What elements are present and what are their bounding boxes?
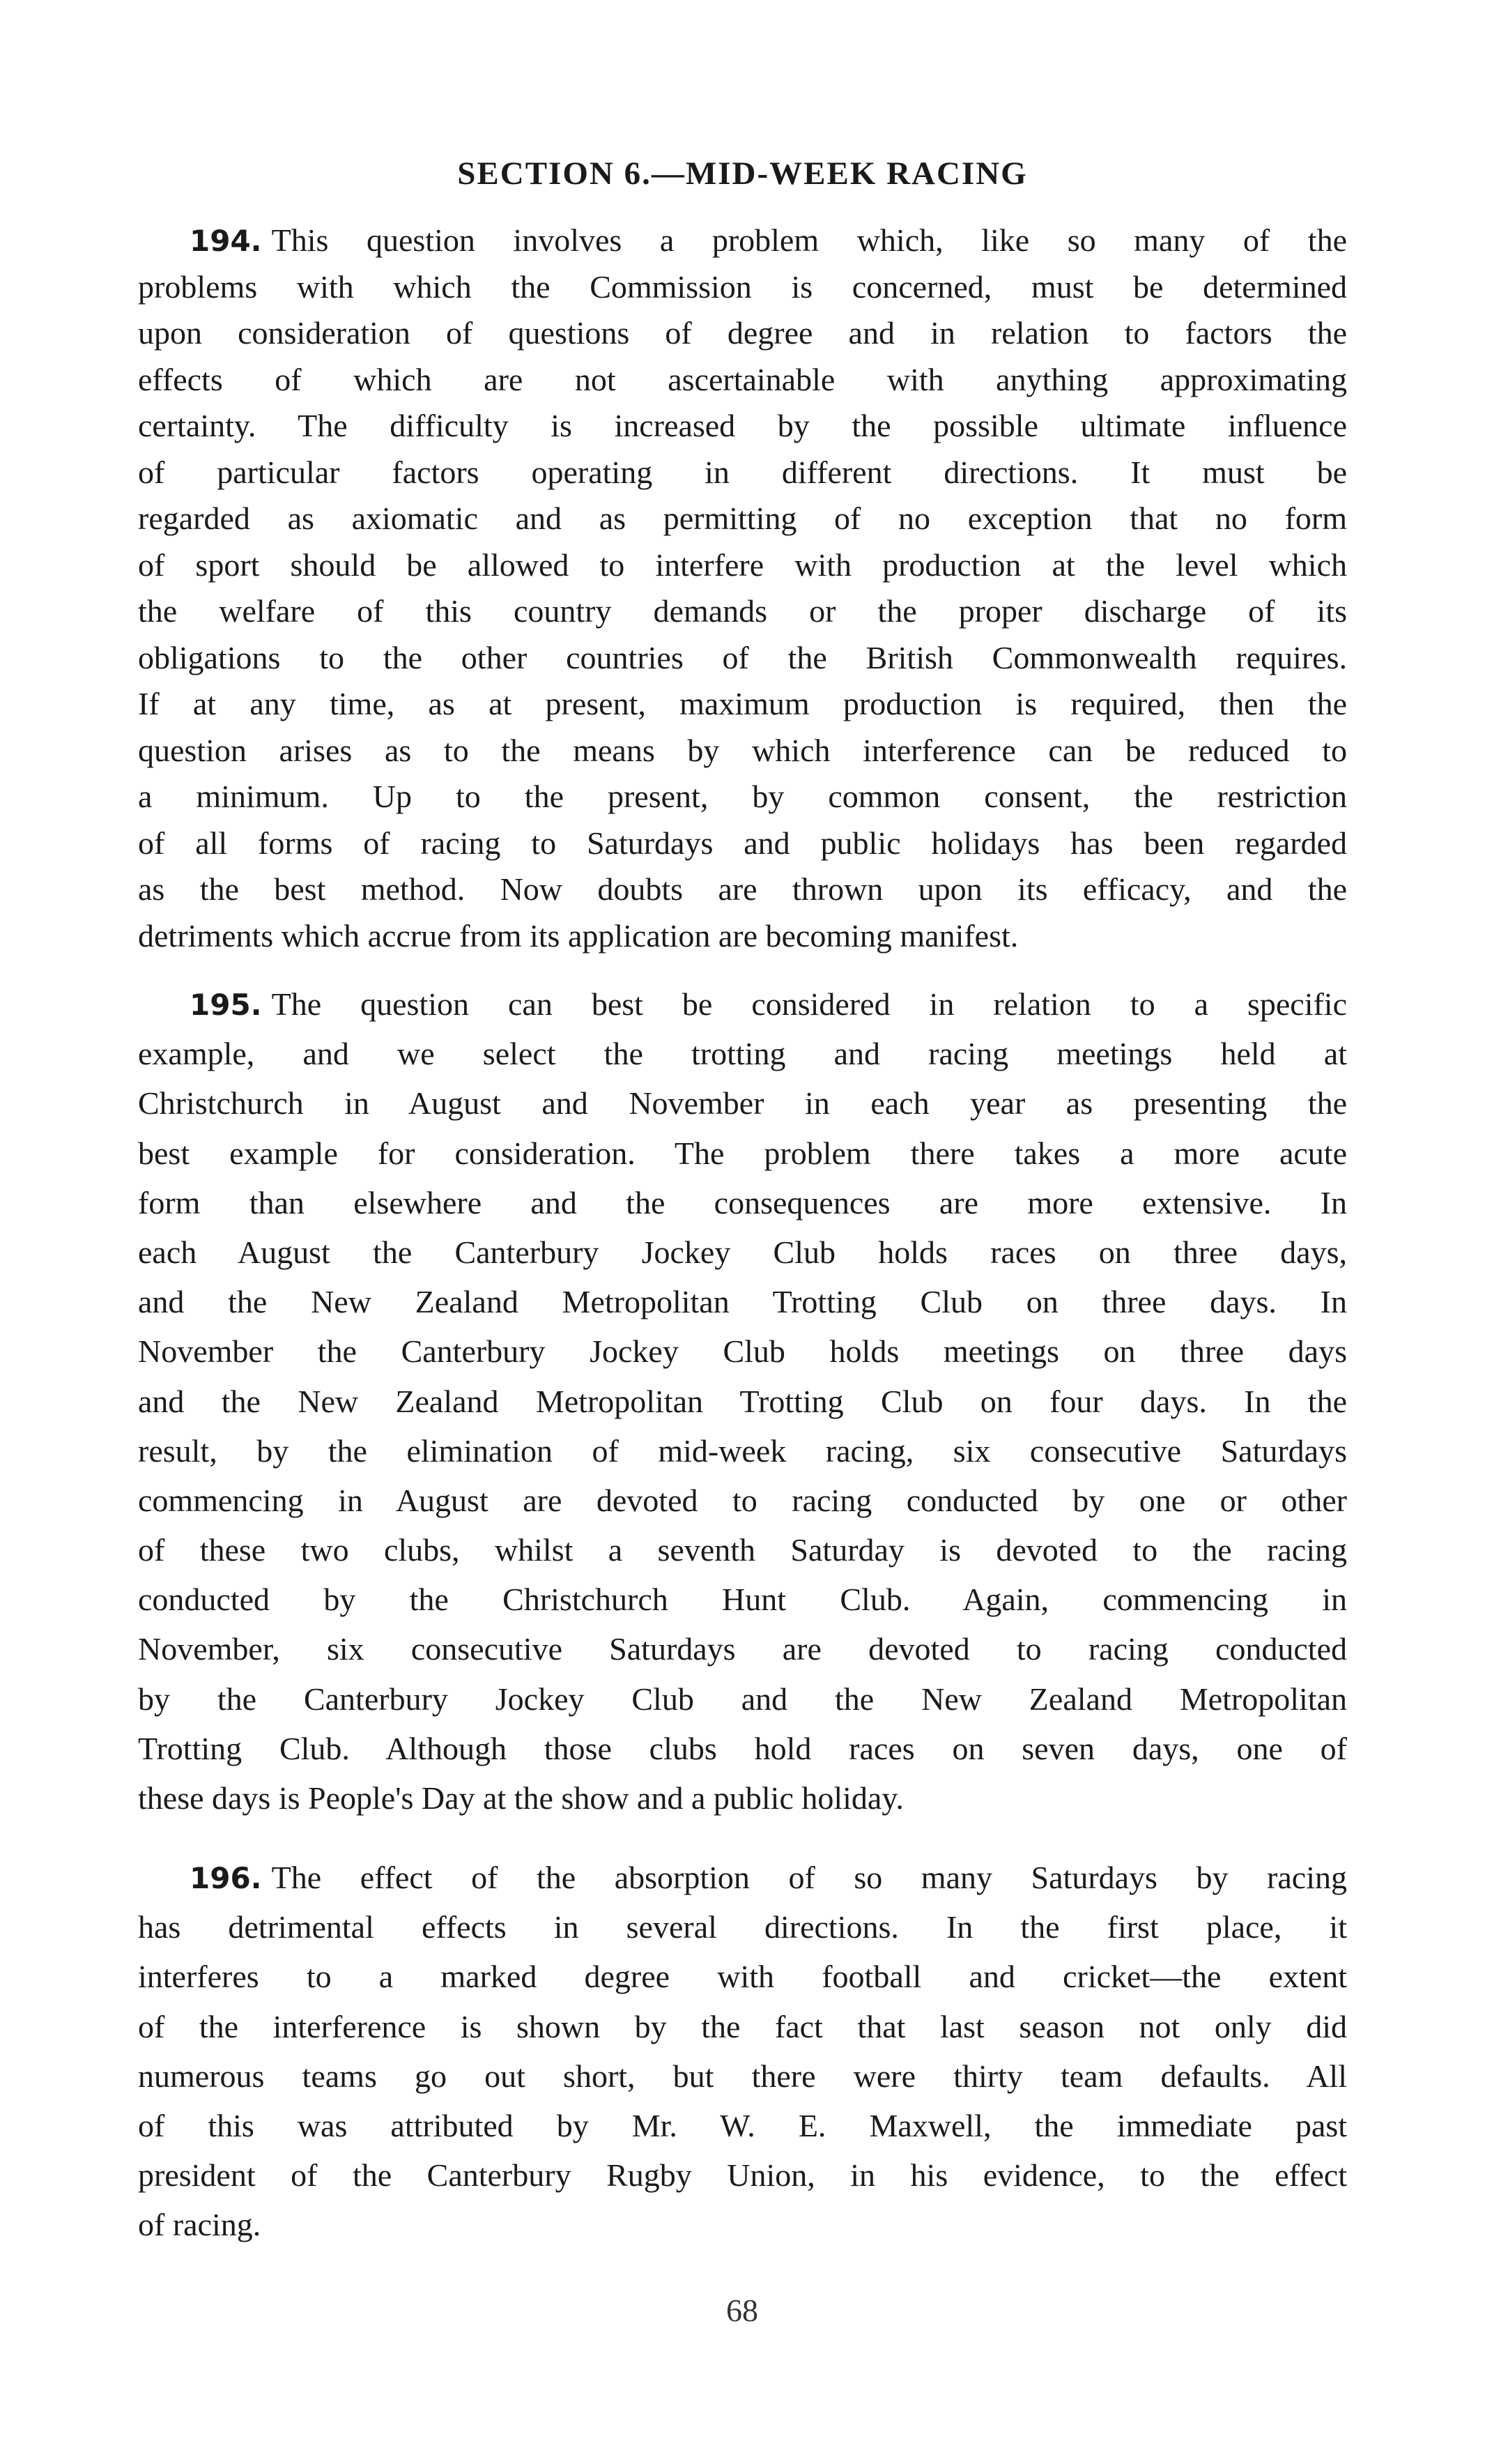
paragraph-number: 195.	[190, 988, 262, 1022]
paragraph-line: these days is People's Day at the show and a public holiday.	[138, 1780, 904, 1816]
paragraph-number: 194.	[190, 224, 262, 258]
paragraph-line: effects of which are not ascertainable with anything approximating	[138, 361, 1347, 397]
paragraph-line: obligations to the other countries of the British Commonwealth requires.	[138, 639, 1347, 675]
paragraph-line: result, by the elimination of mid-week racing, six consecutive Saturdays	[138, 1432, 1347, 1469]
paragraph-line: best example for consideration. The problem there takes a more acute	[138, 1135, 1347, 1171]
paragraph-line: November, six consecutive Saturdays are devoted to racing conducted	[138, 1631, 1347, 1667]
paragraph-line: Christchurch in August and November in each year as presenting the	[138, 1085, 1347, 1122]
paragraph-line: Trotting Club. Although those clubs hold races on seven days, one of	[138, 1730, 1347, 1766]
paragraph-line: If at any time, as at present, maximum production is required, then the	[138, 686, 1347, 721]
paragraph-line: of sport should be allowed to interfere with production at the level which	[138, 546, 1347, 583]
paragraph-line: 196. The effect of the absorption of so many Saturdays by racing	[190, 1860, 1347, 1895]
paragraph-line: form than elsewhere and the consequences are more extensive. In	[138, 1184, 1347, 1220]
paragraph-line: 195. The question can best be considered in relation to a specific	[190, 986, 1347, 1022]
paragraph-line: of racing.	[138, 2207, 261, 2243]
paragraph-line: certainty. The difficulty is increased by the possible ultimate influence	[138, 408, 1347, 443]
paragraph-line: as the best method. Now doubts are thrown upon its efficacy, and the	[138, 871, 1347, 907]
paragraph-line: of particular factors operating in different directions. It must be	[138, 454, 1347, 490]
paragraph-196	[138, 1853, 1347, 2250]
paragraph-line: question arises as to the means by which interference can be reduced to	[138, 732, 1347, 768]
paragraph-line: and the New Zealand Metropolitan Trotting Club on four days. In the	[138, 1383, 1347, 1419]
paragraph-line: has detrimental effects in several directions. In the first place, it	[138, 1909, 1347, 1945]
paragraph-line: commencing in August are devoted to racing conducted by one or other	[138, 1482, 1347, 1518]
paragraph-line: upon consideration of questions of degree and in relation to factors the	[138, 315, 1347, 351]
paragraph-line: and the New Zealand Metropolitan Trotting Club on three days. In	[138, 1284, 1347, 1320]
paragraph-194	[138, 217, 1347, 959]
paragraph-line: each August the Canterbury Jockey Club holds races on three days,	[138, 1234, 1347, 1270]
paragraph-line: example, and we select the trotting and racing meetings held at	[138, 1036, 1347, 1072]
paragraph-line: November the Canterbury Jockey Club holds meetings on three days	[138, 1333, 1347, 1370]
section-heading: SECTION 6.—MID-WEEK RACING	[457, 155, 1028, 192]
paragraph-line: a minimum. Up to the present, by common consent, the restriction	[138, 779, 1347, 814]
paragraph-195	[138, 979, 1347, 1823]
paragraph-line: president of the Canterbury Rugby Union, in his evidence, to the effect	[138, 2157, 1347, 2194]
paragraph-line: detriments which accrue from its application are becoming manifest.	[138, 917, 1019, 954]
paragraph-line: conducted by the Christchurch Hunt Club. Again, commencing in	[138, 1582, 1347, 1618]
paragraph-number: 196.	[190, 1861, 262, 1895]
paragraph-line: of this was attributed by Mr. W. E. Maxwell, the immediate past	[138, 2107, 1347, 2143]
paragraph-line: regarded as axiomatic and as permitting of no exception that no form	[138, 500, 1347, 536]
paragraph-line: numerous teams go out short, but there were thirty team defaults. All	[138, 2058, 1347, 2094]
paragraph-line: 194. This question involves a problem which, like so many of the	[190, 222, 1347, 258]
paragraph-line: the welfare of this country demands or the proper discharge of its	[138, 593, 1347, 629]
page-number: 68	[726, 2293, 758, 2328]
paragraph-line: of these two clubs, whilst a seventh Saturday is devoted to the racing	[138, 1532, 1347, 1568]
paragraph-line: of the interference is shown by the fact that last season not only did	[138, 2008, 1347, 2044]
paragraph-line: of all forms of racing to Saturdays and public holidays has been regarded	[138, 825, 1347, 861]
paragraph-line: problems with which the Commission is concerned, must be determined	[138, 268, 1347, 305]
paragraph-line: interferes to a marked degree with football and cricket—the extent	[138, 1959, 1347, 1995]
paragraph-line: by the Canterbury Jockey Club and the New Zealand Metropolitan	[138, 1681, 1347, 1717]
